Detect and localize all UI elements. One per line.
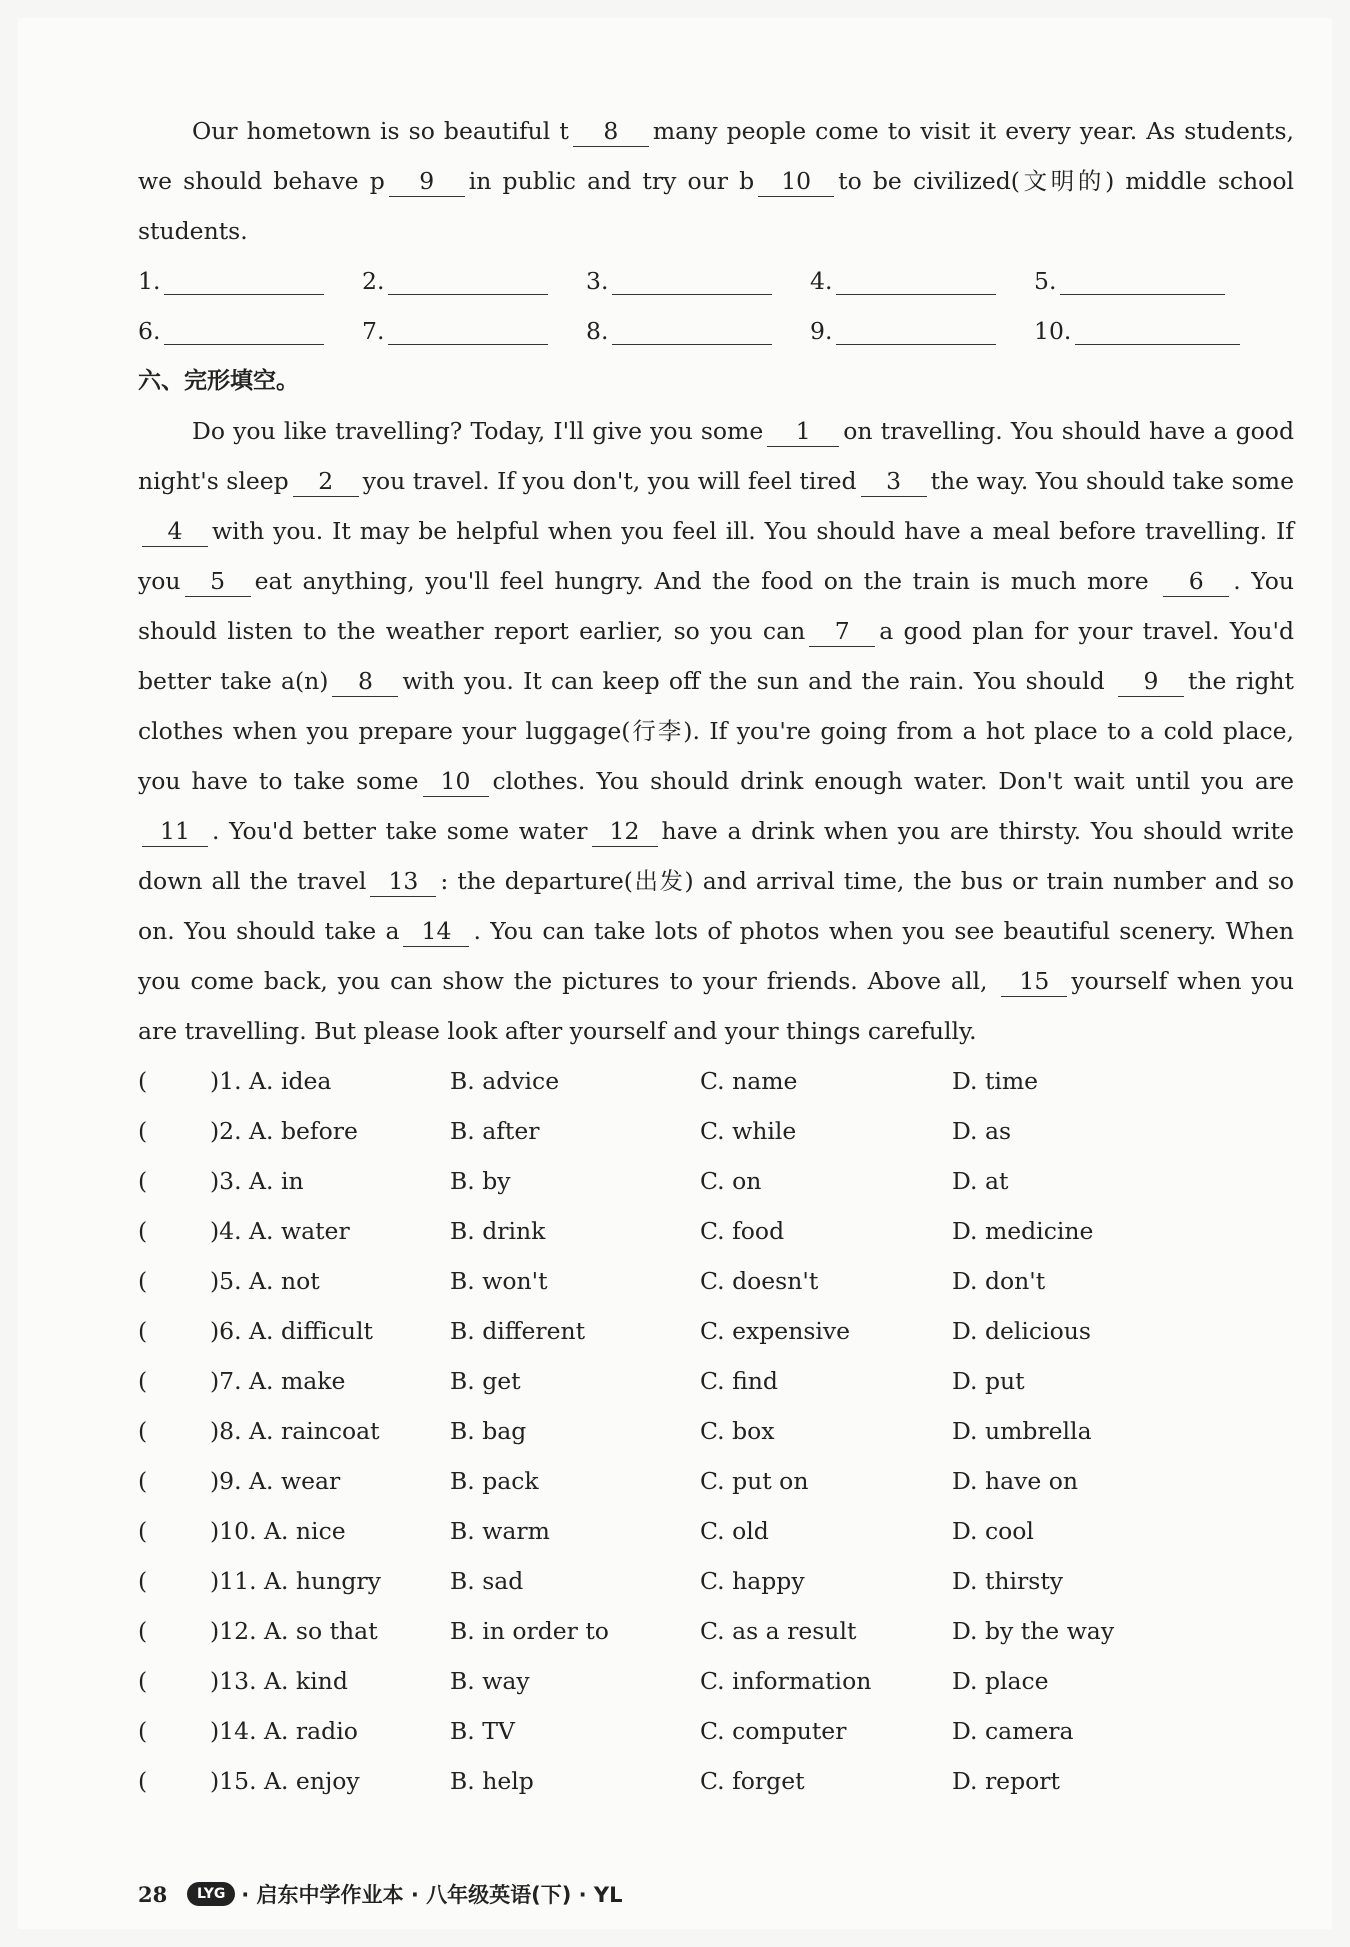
cloze-blank[interactable]: 4 [142, 516, 208, 547]
answer-line[interactable] [836, 268, 996, 295]
option-b[interactable]: B. way [450, 1667, 530, 1695]
page-content [138, 106, 1294, 1806]
answer-cell [810, 317, 1034, 345]
option-a[interactable]: )5. A. not [210, 1267, 320, 1295]
answer-paren[interactable]: ( [138, 1317, 148, 1345]
option-c[interactable]: C. name [700, 1067, 798, 1095]
option-a[interactable]: )9. A. wear [210, 1467, 341, 1495]
passage-text: Our hometown is so beautiful t [192, 117, 569, 145]
option-b[interactable]: B. drink [450, 1217, 546, 1245]
option-d[interactable]: D. time [952, 1067, 1039, 1095]
question-row [138, 1506, 1294, 1556]
option-b[interactable]: B. bag [450, 1417, 527, 1445]
option-c[interactable]: C. food [700, 1217, 785, 1245]
section-heading: 六、完形填空。 [138, 368, 299, 394]
question-row [138, 1056, 1294, 1106]
option-b[interactable]: B. TV [450, 1717, 515, 1745]
worksheet-page [18, 18, 1332, 1929]
answer-paren[interactable]: ( [138, 1717, 148, 1745]
option-b[interactable]: B. won't [450, 1267, 548, 1295]
answer-cell [362, 317, 586, 345]
cloze-blank[interactable]: 1 [767, 416, 839, 447]
passage-text: students. [138, 217, 248, 245]
option-a[interactable]: )2. A. before [210, 1117, 358, 1145]
answer-paren[interactable]: ( [138, 1217, 148, 1245]
option-b[interactable]: B. warm [450, 1517, 550, 1545]
cloze-blank[interactable]: 14 [403, 916, 469, 947]
option-c[interactable]: C. find [700, 1367, 778, 1395]
question-row [138, 1756, 1294, 1806]
answer-line[interactable] [1060, 268, 1225, 295]
answer-line[interactable] [836, 318, 996, 345]
answer-label: 10. [1034, 317, 1072, 345]
answer-cell [138, 267, 362, 295]
footer-title: · 启东中学作业本 · 八年级英语(下) · YL [241, 1883, 623, 1907]
passage-text: to be civilized(文明的) middle school [838, 167, 1294, 195]
option-c[interactable]: C. put on [700, 1467, 809, 1495]
answer-label: 3. [586, 267, 609, 295]
question-row [138, 1706, 1294, 1756]
cloze-blank[interactable]: 15 [1001, 966, 1067, 997]
answer-line[interactable] [388, 318, 548, 345]
question-row [138, 1556, 1294, 1606]
option-c[interactable]: C. as a result [700, 1617, 857, 1645]
answer-paren[interactable]: ( [138, 1367, 148, 1395]
option-a[interactable]: )11. A. hungry [210, 1567, 381, 1595]
answer-label: 2. [362, 267, 385, 295]
answer-paren[interactable]: ( [138, 1267, 148, 1295]
answer-blank[interactable]: 8 [573, 116, 649, 147]
option-b[interactable]: B. in order to [450, 1617, 609, 1645]
passage-text: . You can take lots of photos when you see beautiful scenery. When you come back, you can show the pictures to your friends. Above all, [138, 917, 1294, 995]
option-d[interactable]: D. medicine [952, 1217, 1094, 1245]
option-a[interactable]: )15. A. enjoy [210, 1767, 360, 1795]
cloze-blank[interactable]: 13 [370, 866, 436, 897]
passage-text: you travel. If you don't, you will feel tired [362, 467, 857, 495]
option-a[interactable]: )4. A. water [210, 1217, 350, 1245]
option-c[interactable]: C. happy [700, 1567, 805, 1595]
cloze-blank[interactable]: 7 [809, 616, 875, 647]
option-d[interactable]: D. by the way [952, 1617, 1115, 1645]
answer-paren[interactable]: ( [138, 1617, 148, 1645]
question-row [138, 1206, 1294, 1256]
answer-cell [586, 267, 810, 295]
option-d[interactable]: D. place [952, 1667, 1049, 1695]
option-b[interactable]: B. get [450, 1367, 521, 1395]
option-c[interactable]: C. information [700, 1667, 872, 1695]
option-d[interactable]: D. cool [952, 1517, 1034, 1545]
option-c[interactable]: C. while [700, 1117, 797, 1145]
answer-paren[interactable]: ( [138, 1417, 148, 1445]
answer-paren[interactable]: ( [138, 1667, 148, 1695]
answer-cell [362, 267, 586, 295]
question-row [138, 1256, 1294, 1306]
passage-text: : the departure(出发) and arrival time, the bus or train number and so on. You should take a [138, 867, 1294, 945]
answer-paren[interactable]: ( [138, 1067, 148, 1095]
option-b[interactable]: B. different [450, 1317, 586, 1345]
cloze-blank[interactable]: 2 [293, 466, 359, 497]
cloze-blank[interactable]: 12 [592, 816, 658, 847]
passage-text: clothes. You should drink enough water. Don't wait until you are [492, 767, 1294, 795]
cloze-blank[interactable]: 5 [185, 566, 251, 597]
passage-text: . You should listen to the weather report earlier, so you can [138, 567, 1294, 645]
cloze-blank[interactable]: 9 [1118, 666, 1184, 697]
passage-text: eat anything, you'll feel hungry. And the food on the train is much more [254, 567, 1149, 595]
passage-text: with you. It may be helpful when you feel ill. You should have a meal before travelling. If you [138, 517, 1294, 595]
option-c[interactable]: C. doesn't [700, 1267, 819, 1295]
option-d[interactable]: D. at [952, 1167, 1009, 1195]
passage-text: have a drink when you are thirsty. You should write down all the travel [138, 817, 1294, 895]
option-c[interactable]: C. forget [700, 1767, 805, 1795]
answer-line[interactable] [612, 318, 772, 345]
option-b[interactable]: B. help [450, 1767, 534, 1795]
passage-text: on travelling. You should have a good night's sleep [138, 417, 1294, 495]
answer-cell [1034, 267, 1258, 295]
answer-blank[interactable]: 9 [389, 166, 465, 197]
option-a[interactable]: )10. A. nice [210, 1517, 346, 1545]
answer-cell [810, 267, 1034, 295]
option-d[interactable]: D. have on [952, 1467, 1079, 1495]
answer-row [138, 306, 1294, 356]
passage-text: in public and try our b [468, 167, 755, 195]
answer-blank[interactable]: 10 [758, 166, 834, 197]
publisher-logo: LYG [187, 1882, 235, 1906]
option-b[interactable]: B. advice [450, 1067, 560, 1095]
question-row [138, 1406, 1294, 1456]
passage-text: . You'd better take some water [212, 817, 588, 845]
option-d[interactable]: D. umbrella [952, 1417, 1092, 1445]
option-c[interactable]: C. expensive [700, 1317, 851, 1345]
answer-paren[interactable]: ( [138, 1517, 148, 1545]
answer-label: 4. [810, 267, 833, 295]
question-row [138, 1656, 1294, 1706]
passage-text: many people come to visit it every year. As students, [652, 117, 1294, 145]
answer-line[interactable] [388, 268, 548, 295]
option-c[interactable]: C. on [700, 1167, 762, 1195]
option-d[interactable]: D. as [952, 1117, 1012, 1145]
answer-label: 9. [810, 317, 833, 345]
option-d[interactable]: D. camera [952, 1717, 1074, 1745]
question-row [138, 1106, 1294, 1156]
option-b[interactable]: B. after [450, 1117, 540, 1145]
option-a[interactable]: )7. A. make [210, 1367, 346, 1395]
option-c[interactable]: C. old [700, 1517, 769, 1545]
passage-text: the right clothes when you prepare your luggage(行李). If you're going from a hot place to a cold place, you have to take some [138, 667, 1294, 795]
cloze-passage [138, 406, 1294, 1056]
answer-label: 7. [362, 317, 385, 345]
option-b[interactable]: B. sad [450, 1567, 524, 1595]
passage-text: the way. You should take some [930, 467, 1294, 495]
question-list [138, 1056, 1294, 1806]
option-b[interactable]: B. pack [450, 1467, 539, 1495]
option-a[interactable]: )14. A. radio [210, 1717, 358, 1745]
option-d[interactable]: D. thirsty [952, 1567, 1064, 1595]
option-a[interactable]: )13. A. kind [210, 1667, 348, 1695]
answer-line[interactable] [164, 268, 324, 295]
answer-line[interactable] [1075, 318, 1240, 345]
answer-paren[interactable]: ( [138, 1567, 148, 1595]
question-row [138, 1456, 1294, 1506]
answer-row [138, 256, 1294, 306]
top-passage [138, 106, 1294, 256]
passage-text: with you. It can keep off the sun and the rain. You should [402, 667, 1105, 695]
answer-paren[interactable]: ( [138, 1767, 148, 1795]
answer-label: 1. [138, 267, 161, 295]
answer-label: 6. [138, 317, 161, 345]
option-d[interactable]: D. don't [952, 1267, 1046, 1295]
passage-text: we should behave p [138, 167, 385, 195]
answer-line[interactable] [164, 318, 324, 345]
answer-line[interactable] [612, 268, 772, 295]
page-number: 28 [138, 1881, 168, 1907]
option-a[interactable]: )12. A. so that [210, 1617, 378, 1645]
cloze-blank[interactable]: 8 [332, 666, 398, 697]
answer-cell [586, 317, 810, 345]
answer-paren[interactable]: ( [138, 1167, 148, 1195]
option-a[interactable]: )6. A. difficult [210, 1317, 373, 1345]
answer-paren[interactable]: ( [138, 1467, 148, 1495]
cloze-blank[interactable]: 6 [1163, 566, 1229, 597]
answer-cell [138, 317, 362, 345]
cloze-blank[interactable]: 3 [861, 466, 927, 497]
cloze-blank[interactable]: 11 [142, 816, 208, 847]
question-row [138, 1356, 1294, 1406]
option-a[interactable]: )8. A. raincoat [210, 1417, 380, 1445]
answer-label: 8. [586, 317, 609, 345]
option-c[interactable]: C. computer [700, 1717, 847, 1745]
option-c[interactable]: C. box [700, 1417, 775, 1445]
answer-label: 5. [1034, 267, 1057, 295]
option-d[interactable]: D. report [952, 1767, 1060, 1795]
cloze-blank[interactable]: 10 [423, 766, 489, 797]
page-footer [138, 1874, 623, 1914]
question-row [138, 1156, 1294, 1206]
option-a[interactable]: )3. A. in [210, 1167, 304, 1195]
answer-paren[interactable]: ( [138, 1117, 148, 1145]
question-row [138, 1306, 1294, 1356]
option-a[interactable]: )1. A. idea [210, 1067, 332, 1095]
question-row [138, 1606, 1294, 1656]
option-d[interactable]: D. delicious [952, 1317, 1091, 1345]
passage-text: a good plan for your travel. You'd better take a(n) [138, 617, 1294, 695]
option-b[interactable]: B. by [450, 1167, 511, 1195]
passage-text: yourself when you are travelling. But please look after yourself and your things carefully. [138, 967, 1294, 1045]
option-d[interactable]: D. put [952, 1367, 1025, 1395]
answer-cell [1034, 317, 1258, 345]
passage-text: Do you like travelling? Today, I'll give you some [192, 417, 764, 445]
